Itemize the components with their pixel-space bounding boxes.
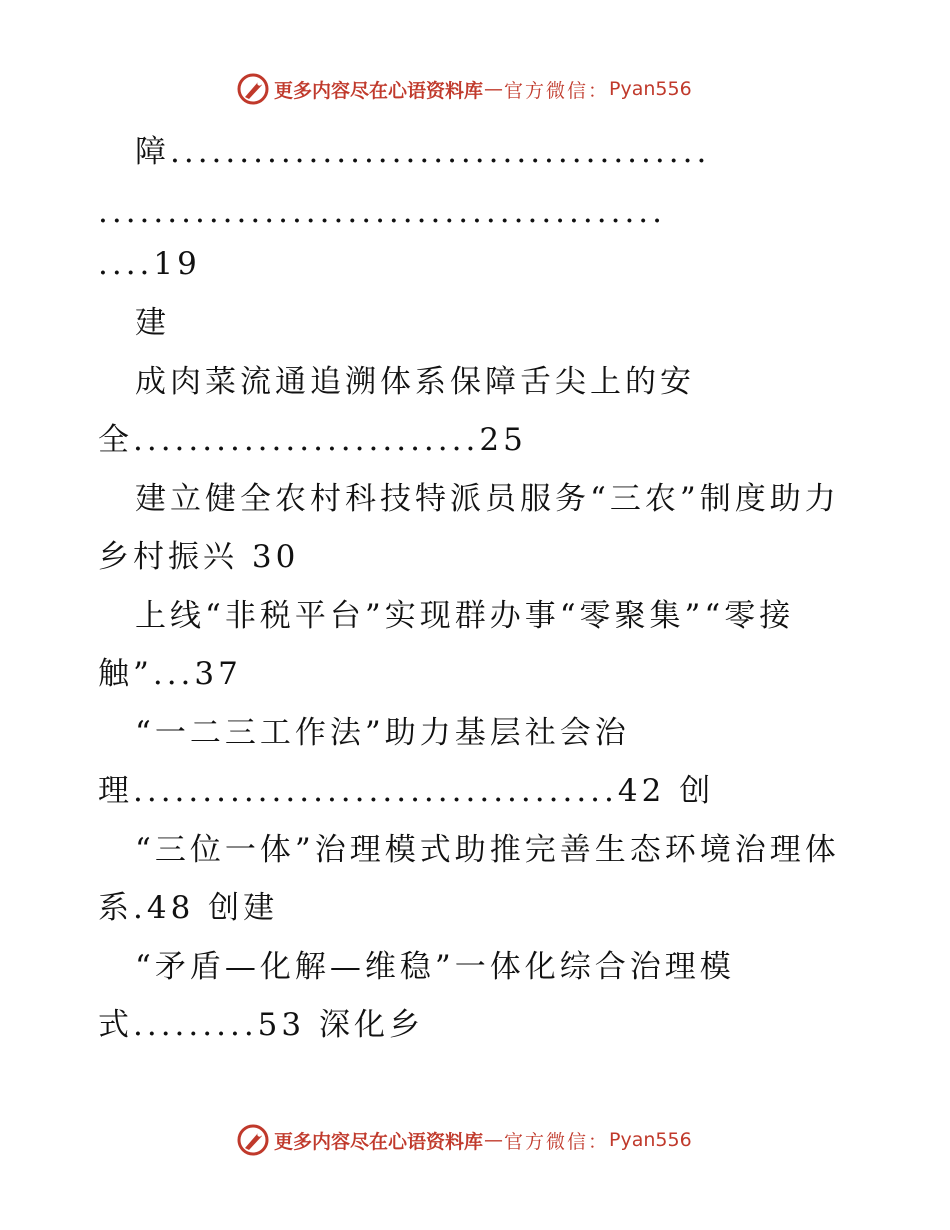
- toc-line: 障.......................................: [135, 134, 711, 170]
- banner-wechat-id: Pyan556: [609, 1129, 692, 1151]
- banner-separator: —: [484, 78, 504, 100]
- pen-nib-logo-icon: [236, 72, 270, 106]
- header-banner: [236, 72, 692, 106]
- footer-banner: [236, 1123, 692, 1157]
- banner-separator: —: [484, 1129, 504, 1151]
- toc-line: 建立健全农村科技特派员服务“三农”制度助力: [135, 481, 840, 517]
- toc-line: 触”...37: [98, 656, 242, 692]
- banner-official-label: 官方微信：: [504, 79, 610, 102]
- pen-nib-logo-icon: [236, 1123, 270, 1157]
- toc-line: 系.48 创建: [98, 890, 279, 926]
- banner-official-label: 官方微信：: [504, 1130, 610, 1153]
- banner-wechat-id: Pyan556: [609, 78, 692, 100]
- toc-line: 建: [135, 305, 170, 341]
- banner-text: 更多内容尽在心语资料库: [274, 1130, 484, 1153]
- toc-line: .........................................: [98, 194, 667, 230]
- toc-line: “三位一体”治理模式助推完善生态环境治理体: [135, 832, 840, 868]
- toc-line: 成肉菜流通追溯体系保障舌尖上的安: [135, 364, 695, 400]
- toc-line: ....19: [98, 246, 201, 282]
- toc-line: “一二三工作法”助力基层社会治: [135, 715, 630, 751]
- toc-line: 理...................................42 创: [98, 773, 715, 809]
- toc-line: 式.........53 深化乡: [98, 1007, 424, 1043]
- toc-line: “矛盾—化解—维稳”一体化综合治理模: [135, 949, 735, 985]
- banner-text: 更多内容尽在心语资料库: [274, 79, 484, 102]
- toc-line: 上线“非税平台”实现群办事“零聚集”“零接: [135, 598, 795, 634]
- toc-line: 全.........................25: [98, 422, 527, 458]
- toc-line: 乡村振兴 30: [98, 539, 300, 575]
